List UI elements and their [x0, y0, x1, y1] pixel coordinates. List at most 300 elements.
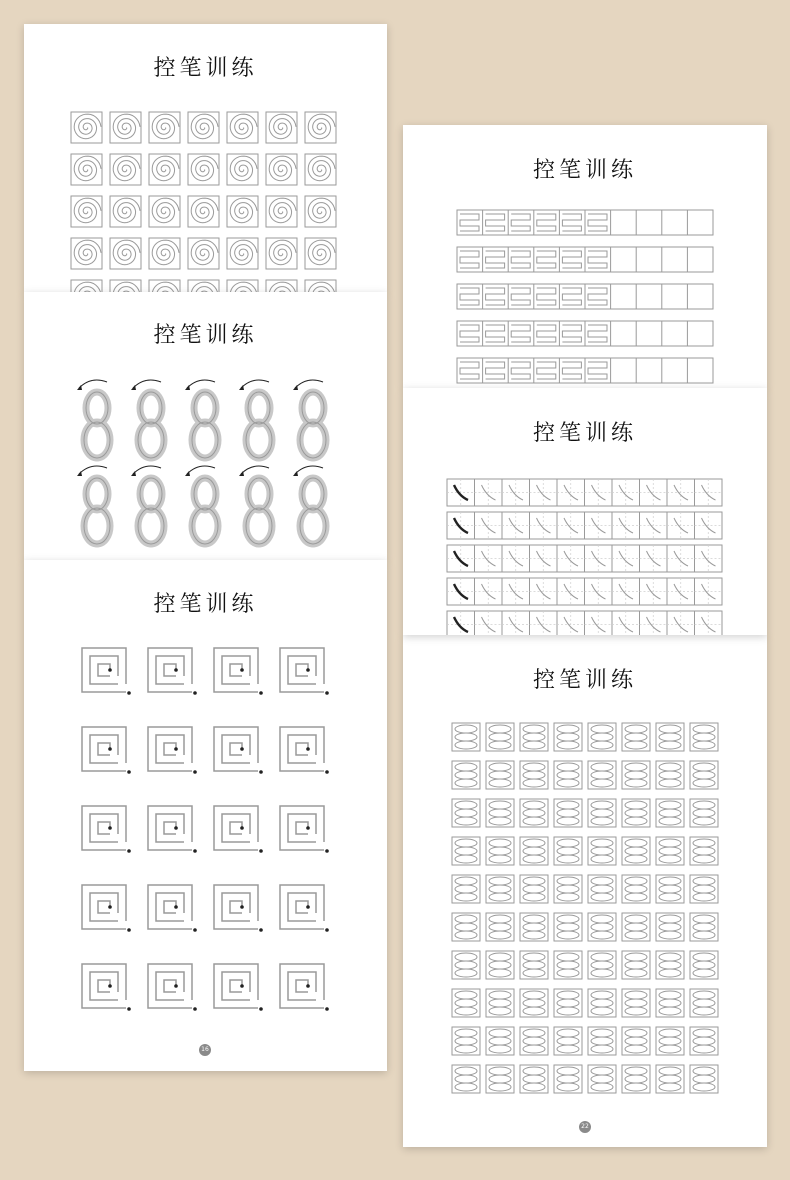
zigzag-path: [460, 251, 479, 268]
zigzag-path: [588, 325, 607, 342]
zigzag-path: [511, 251, 530, 268]
zigzag-path: [486, 251, 505, 268]
zigzag-path: [588, 214, 607, 231]
square-spiral: [214, 648, 258, 692]
spiral-path: [152, 282, 179, 292]
square-spiral: [214, 964, 258, 1008]
ellipse-path: [591, 1045, 613, 1053]
zigzag-path: [460, 214, 479, 231]
end-dot: [240, 668, 244, 672]
square-spiral: [148, 727, 192, 771]
start-dot: [259, 1007, 263, 1011]
ellipse-path: [455, 839, 477, 847]
start-dot: [193, 928, 197, 932]
end-dot: [306, 747, 310, 751]
ellipse-path: [625, 969, 647, 977]
ellipse-path: [557, 763, 579, 771]
ellipse-path: [625, 1037, 647, 1045]
ellipse-path: [659, 1083, 681, 1091]
start-dot: [193, 849, 197, 853]
ellipse-path: [625, 855, 647, 863]
spiral-path: [152, 198, 179, 223]
ellipse-path: [455, 991, 477, 999]
worksheet-title: 控笔训练: [153, 56, 258, 81]
ellipse-path: [625, 915, 647, 923]
zigzag-path: [486, 288, 505, 305]
square-spiral: [214, 806, 258, 850]
ellipse-path: [591, 1037, 613, 1045]
ellipse-path: [455, 1007, 477, 1015]
ellipse-path: [489, 741, 511, 749]
zigzag-path: [588, 251, 607, 268]
end-dot: [108, 905, 112, 909]
ellipse-path: [693, 779, 715, 787]
ellipse-path: [591, 885, 613, 893]
ellipse-path: [489, 1029, 511, 1037]
ellipse-path: [523, 1067, 545, 1075]
zigzag-path: [486, 362, 505, 379]
worksheet-title: 控笔训练: [153, 323, 258, 348]
ellipse-path: [523, 923, 545, 931]
ellipse-path: [557, 885, 579, 893]
ellipse-path: [625, 1067, 647, 1075]
end-dot: [108, 668, 112, 672]
ellipse-path: [591, 953, 613, 961]
start-dot: [259, 928, 263, 932]
ellipse-path: [659, 1029, 681, 1037]
ellipse-path: [523, 1075, 545, 1083]
end-dot: [306, 826, 310, 830]
spiral-tracing-grid: [24, 24, 387, 292]
zigzag-path: [562, 362, 581, 379]
ellipse-path: [557, 855, 579, 863]
ellipse-path: [693, 885, 715, 893]
ellipse-path: [557, 1045, 579, 1053]
ellipse-path: [625, 953, 647, 961]
zigzag-path: [588, 362, 607, 379]
ellipse-path: [625, 763, 647, 771]
ellipse-path: [455, 969, 477, 977]
spiral-path: [113, 282, 140, 292]
spiral-path: [269, 114, 296, 139]
start-dot: [259, 691, 263, 695]
ellipse-path: [591, 801, 613, 809]
spiral-path: [191, 282, 218, 292]
ellipse-path: [659, 1075, 681, 1083]
direction-arrow: [187, 380, 215, 388]
ellipse-path: [693, 969, 715, 977]
spiral-path: [152, 156, 179, 181]
end-dot: [306, 984, 310, 988]
ellipse-path: [489, 733, 511, 741]
ellipse-path: [693, 839, 715, 847]
ellipse-path: [455, 741, 477, 749]
ellipse-path: [557, 801, 579, 809]
ellipse-path: [625, 1029, 647, 1037]
start-dot: [193, 691, 197, 695]
zigzag-path: [511, 214, 530, 231]
ellipse-path: [489, 801, 511, 809]
ellipse-path: [455, 733, 477, 741]
ellipse-path: [659, 809, 681, 817]
ellipse-path: [489, 1007, 511, 1015]
spiral-path: [308, 156, 335, 181]
square-spiral: [280, 648, 324, 692]
ellipse-path: [693, 855, 715, 863]
ellipse-path: [659, 733, 681, 741]
ellipse-path: [693, 1067, 715, 1075]
ellipse-path: [489, 817, 511, 825]
ellipse-path: [591, 893, 613, 901]
ellipse-path: [659, 953, 681, 961]
start-dot: [127, 928, 131, 932]
ellipse-path: [591, 741, 613, 749]
zigzag-path: [486, 325, 505, 342]
ellipse-path: [659, 839, 681, 847]
ellipse-path: [591, 771, 613, 779]
ellipse-path: [489, 855, 511, 863]
square-spiral: [280, 885, 324, 929]
square-spiral: [280, 964, 324, 1008]
stroke-tracing-grid: [403, 388, 767, 635]
ellipse-path: [625, 923, 647, 931]
ellipse-path: [557, 953, 579, 961]
ellipse-path: [489, 809, 511, 817]
ellipse-path: [557, 969, 579, 977]
ellipse-path: [659, 855, 681, 863]
ellipse-path: [489, 1045, 511, 1053]
ellipse-path: [693, 801, 715, 809]
zigzag-path: [562, 325, 581, 342]
ellipse-path: [557, 877, 579, 885]
worksheet-title: 控笔训练: [532, 668, 637, 693]
ellipse-path: [523, 839, 545, 847]
square-spiral: [148, 806, 192, 850]
spiral-path: [191, 198, 218, 223]
spiral-path: [74, 114, 101, 139]
ellipse-path: [693, 1075, 715, 1083]
ellipse-path: [693, 1029, 715, 1037]
square-spiral: [82, 885, 126, 929]
zigzag-path: [537, 362, 556, 379]
ellipse-path: [557, 779, 579, 787]
spiral-path: [308, 114, 335, 139]
ellipse-path: [523, 771, 545, 779]
spiral-path: [230, 240, 257, 265]
ellipse-path: [557, 847, 579, 855]
zigzag-path: [562, 214, 581, 231]
ellipse-path: [455, 877, 477, 885]
ellipse-path: [523, 915, 545, 923]
start-dot: [325, 928, 329, 932]
square-spiral-tracing-grid: [24, 560, 387, 1071]
ellipse-path: [455, 763, 477, 771]
ellipse-path: [659, 915, 681, 923]
end-dot: [108, 984, 112, 988]
spiral-path: [74, 156, 101, 181]
spiral-path: [191, 156, 218, 181]
ellipse-path: [455, 999, 477, 1007]
direction-arrow: [133, 466, 161, 474]
spiral-path: [230, 198, 257, 223]
square-spiral: [148, 885, 192, 929]
spiral-path: [74, 240, 101, 265]
ellipse-path: [659, 771, 681, 779]
ellipse-path: [455, 725, 477, 733]
ellipse-path: [523, 809, 545, 817]
ellipse-path: [591, 915, 613, 923]
ellipse-path: [659, 817, 681, 825]
square-spiral: [82, 648, 126, 692]
ellipse-path: [693, 877, 715, 885]
ellipse-path: [557, 991, 579, 999]
worksheet-title: 控笔训练: [153, 592, 258, 617]
ellipse-path: [693, 953, 715, 961]
ellipse-path: [489, 953, 511, 961]
ellipse-path: [489, 877, 511, 885]
direction-arrow: [241, 380, 269, 388]
ellipse-path: [625, 725, 647, 733]
ellipse-path: [523, 801, 545, 809]
ellipse-path: [693, 923, 715, 931]
ellipse-path: [659, 877, 681, 885]
end-dot: [240, 747, 244, 751]
ellipse-path: [557, 893, 579, 901]
ellipse-path: [693, 763, 715, 771]
ellipse-path: [455, 923, 477, 931]
ellipse-path: [455, 779, 477, 787]
ellipse-path: [625, 809, 647, 817]
worksheet-eights: [24, 292, 387, 560]
start-dot: [193, 1007, 197, 1011]
ellipse-path: [557, 923, 579, 931]
ellipse-path: [523, 763, 545, 771]
zigzag-path: [460, 288, 479, 305]
worksheet-spirals: [24, 24, 387, 292]
spiral-path: [152, 240, 179, 265]
ellipse-path: [455, 817, 477, 825]
zigzag-path: [562, 251, 581, 268]
end-dot: [240, 984, 244, 988]
ellipse-path: [489, 923, 511, 931]
zigzag-path: [511, 288, 530, 305]
end-dot: [174, 826, 178, 830]
ellipse-path: [693, 915, 715, 923]
ellipse-path: [489, 885, 511, 893]
ellipse-path: [591, 999, 613, 1007]
ellipse-path: [523, 931, 545, 939]
ellipse-path: [523, 725, 545, 733]
ellipse-path: [489, 771, 511, 779]
spiral-path: [269, 198, 296, 223]
ellipse-path: [523, 817, 545, 825]
ellipse-path: [591, 1075, 613, 1083]
start-dot: [127, 1007, 131, 1011]
zigzag-path: [511, 362, 530, 379]
ellipse-path: [523, 1037, 545, 1045]
ellipse-path: [591, 931, 613, 939]
ellipse-path: [455, 931, 477, 939]
ellipse-path: [523, 893, 545, 901]
ellipse-path: [693, 991, 715, 999]
ellipse-path: [489, 1067, 511, 1075]
spiral-path: [308, 240, 335, 265]
ellipse-path: [557, 771, 579, 779]
zigzag-path: [562, 288, 581, 305]
ellipse-path: [557, 1029, 579, 1037]
ellipse-path: [625, 733, 647, 741]
ellipse-path: [659, 931, 681, 939]
ellipse-path: [693, 1045, 715, 1053]
end-dot: [240, 905, 244, 909]
start-dot: [259, 849, 263, 853]
start-dot: [325, 770, 329, 774]
ellipse-path: [591, 877, 613, 885]
spiral-path: [308, 198, 335, 223]
ellipse-path: [693, 741, 715, 749]
direction-arrow: [187, 466, 215, 474]
ellipse-path: [591, 855, 613, 863]
start-dot: [325, 849, 329, 853]
ellipse-path: [557, 1007, 579, 1015]
square-spiral: [214, 727, 258, 771]
worksheet-zigzag: [403, 125, 767, 388]
ellipse-path: [693, 999, 715, 1007]
zigzag-path: [460, 325, 479, 342]
zigzag-path: [511, 325, 530, 342]
ellipse-path: [591, 923, 613, 931]
worksheet-ellipses: [403, 635, 767, 1147]
ellipse-path: [693, 725, 715, 733]
ellipse-path: [625, 1045, 647, 1053]
ellipse-path: [693, 931, 715, 939]
direction-arrow: [79, 380, 107, 388]
square-spiral: [82, 806, 126, 850]
ellipse-path: [659, 763, 681, 771]
ellipse-path: [455, 1075, 477, 1083]
ellipse-path: [557, 725, 579, 733]
ellipse-path: [557, 741, 579, 749]
ellipse-path: [489, 893, 511, 901]
ellipse-path: [489, 1083, 511, 1091]
direction-arrow: [295, 466, 323, 474]
ellipse-path: [455, 855, 477, 863]
ellipse-path: [659, 999, 681, 1007]
spiral-path: [230, 156, 257, 181]
ellipse-path: [625, 1083, 647, 1091]
direction-arrow: [295, 380, 323, 388]
ellipse-path: [659, 779, 681, 787]
spiral-path: [191, 240, 218, 265]
ellipse-path: [591, 809, 613, 817]
ellipse-path: [659, 991, 681, 999]
ellipse-path: [693, 809, 715, 817]
ellipse-path: [625, 1075, 647, 1083]
square-spiral: [280, 806, 324, 850]
spiral-path: [269, 240, 296, 265]
start-dot: [193, 770, 197, 774]
ellipse-path: [591, 779, 613, 787]
worksheet-title: 控笔训练: [532, 158, 637, 183]
ellipse-path: [557, 1037, 579, 1045]
ellipse-path: [659, 741, 681, 749]
ellipse-path: [455, 1029, 477, 1037]
ellipse-path: [659, 885, 681, 893]
worksheet-title: 控笔训练: [532, 421, 637, 446]
spiral-path: [152, 114, 179, 139]
figure-eight-tracing-grid: [24, 292, 387, 560]
zigzag-path: [460, 362, 479, 379]
ellipse-path: [659, 1037, 681, 1045]
spiral-path: [230, 114, 257, 139]
ellipse-path: [489, 991, 511, 999]
ellipse-path: [455, 1083, 477, 1091]
ellipse-path: [455, 1067, 477, 1075]
ellipse-path: [489, 839, 511, 847]
ellipse-path: [455, 801, 477, 809]
end-dot: [240, 826, 244, 830]
ellipse-path: [625, 999, 647, 1007]
ellipse-path: [625, 839, 647, 847]
ellipse-path: [591, 839, 613, 847]
start-dot: [127, 849, 131, 853]
ellipse-path: [625, 885, 647, 893]
ellipse-path: [489, 915, 511, 923]
ellipse-path: [625, 771, 647, 779]
ellipse-path: [625, 931, 647, 939]
ellipse-path: [591, 1067, 613, 1075]
ellipse-path: [591, 1007, 613, 1015]
ellipse-path: [693, 771, 715, 779]
zigzag-path: [537, 214, 556, 231]
ellipse-path: [659, 923, 681, 931]
ellipse-path: [625, 961, 647, 969]
spiral-path: [308, 282, 335, 292]
ellipse-path: [591, 961, 613, 969]
square-spiral: [148, 964, 192, 1008]
square-spiral: [214, 885, 258, 929]
zigzag-tracing-grid: [403, 125, 767, 388]
ellipse-path: [455, 961, 477, 969]
end-dot: [306, 905, 310, 909]
end-dot: [174, 905, 178, 909]
ellipse-path: [523, 1045, 545, 1053]
ellipse-path: [523, 885, 545, 893]
ellipse-path: [523, 1007, 545, 1015]
spiral-path: [74, 198, 101, 223]
end-dot: [174, 747, 178, 751]
ellipse-path: [523, 779, 545, 787]
ellipse-path: [557, 809, 579, 817]
ellipse-path: [557, 1083, 579, 1091]
ellipse-path: [591, 991, 613, 999]
ellipse-path: [455, 771, 477, 779]
ellipse-path: [523, 741, 545, 749]
ellipse-path: [693, 893, 715, 901]
ellipse-path: [659, 725, 681, 733]
ellipse-path: [557, 915, 579, 923]
ellipse-path: [455, 1037, 477, 1045]
spiral-path: [191, 114, 218, 139]
ellipse-path: [523, 969, 545, 977]
ellipse-path: [455, 1045, 477, 1053]
ellipse-path: [625, 779, 647, 787]
end-dot: [108, 747, 112, 751]
spiral-path: [113, 198, 140, 223]
ellipse-path: [659, 1045, 681, 1053]
ellipse-path: [489, 847, 511, 855]
zigzag-path: [486, 214, 505, 231]
